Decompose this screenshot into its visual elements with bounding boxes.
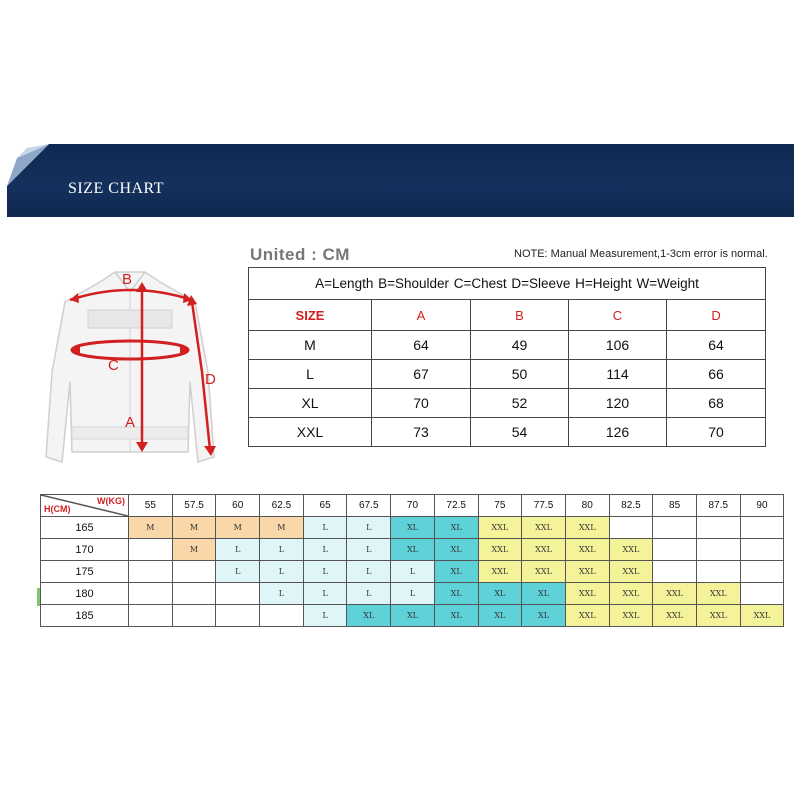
size-recommendation-cell: L (216, 539, 260, 561)
size-recommendation-cell: XL (347, 605, 391, 627)
table-row (249, 389, 766, 418)
height-row (41, 605, 784, 627)
size-recommendation-cell: L (347, 517, 391, 539)
height-row (41, 539, 784, 561)
size-recommendation-cell: XL (434, 539, 478, 561)
size-recommendation-cell: XL (434, 605, 478, 627)
height-label-cell: 170 (41, 539, 129, 561)
size-recommendation-cell (216, 583, 260, 605)
size-recommendation-cell: M (216, 517, 260, 539)
size-recommendation-cell (129, 583, 173, 605)
height-label-cell: 165 (41, 517, 129, 539)
size-recommendation-cell: L (303, 517, 347, 539)
value-cell: 126 (569, 418, 667, 447)
legend-text: A=Length B=Shoulder C=Chest D=Sleeve H=Height W=Weight (249, 268, 766, 300)
value-cell: 73 (372, 418, 471, 447)
size-recommendation-cell: L (260, 583, 304, 605)
value-cell: 106 (569, 331, 667, 360)
weight-header-cell: 75 (478, 495, 522, 517)
size-recommendation-cell: L (260, 539, 304, 561)
size-recommendation-cell: XXL (522, 517, 566, 539)
value-cell: 64 (372, 331, 471, 360)
size-recommendation-cell: XL (391, 539, 435, 561)
value-cell: 54 (471, 418, 569, 447)
weight-header-cell: 67.5 (347, 495, 391, 517)
value-cell: 70 (667, 418, 766, 447)
weight-header-cell: 62.5 (260, 495, 304, 517)
size-recommendation-cell: XXL (478, 517, 522, 539)
size-recommendation-cell: L (303, 583, 347, 605)
size-recommendation-cell: XL (478, 583, 522, 605)
size-recommendation-cell: L (391, 583, 435, 605)
label-b: B (122, 271, 133, 288)
size-recommendation-cell: XXL (522, 561, 566, 583)
header-a: A (372, 300, 471, 331)
size-recommendation-cell: L (216, 561, 260, 583)
size-recommendation-cell: XXL (478, 561, 522, 583)
size-recommendation-cell: XL (391, 517, 435, 539)
label-d: D (205, 371, 216, 388)
weight-header-cell: 87.5 (696, 495, 740, 517)
height-row (41, 561, 784, 583)
header-d: D (667, 300, 766, 331)
weight-header-cell: 55 (129, 495, 173, 517)
size-recommendation-cell: L (347, 583, 391, 605)
size-recommendation-cell: XXL (653, 605, 697, 627)
jacket-measurement-diagram (30, 262, 230, 472)
unit-label: United : CM (250, 245, 350, 264)
size-recommendation-cell: XL (434, 517, 478, 539)
value-cell: 64 (667, 331, 766, 360)
size-recommendation-cell (740, 561, 784, 583)
header-size: SIZE (249, 300, 372, 331)
weight-header-cell: 70 (391, 495, 435, 517)
height-label-cell: 185 (41, 605, 129, 627)
size-recommendation-cell: XXL (609, 539, 653, 561)
size-recommendation-cell: L (303, 605, 347, 627)
weight-header-cell: 57.5 (172, 495, 216, 517)
size-recommendation-cell: XL (434, 583, 478, 605)
size-recommendation-cell: L (347, 561, 391, 583)
size-recommendation-cell: XXL (609, 561, 653, 583)
value-cell: 70 (372, 389, 471, 418)
banner-title: SIZE CHART (68, 180, 165, 197)
size-measurement-table (248, 267, 766, 447)
size-recommendation-cell: XL (391, 605, 435, 627)
height-weight-grid (40, 494, 784, 627)
size-recommendation-cell: L (260, 561, 304, 583)
header-c: C (569, 300, 667, 331)
weight-header-cell: 72.5 (434, 495, 478, 517)
size-recommendation-cell: L (303, 539, 347, 561)
weight-header-row (41, 495, 784, 517)
size-cell: XL (249, 389, 372, 418)
weight-header-cell: 65 (303, 495, 347, 517)
banner-page-fold-icon (7, 144, 49, 186)
header-row (249, 300, 766, 331)
size-recommendation-cell: XXL (522, 539, 566, 561)
size-recommendation-cell (653, 539, 697, 561)
weight-header-cell: 77.5 (522, 495, 566, 517)
size-recommendation-cell (653, 517, 697, 539)
size-recommendation-cell: XXL (653, 583, 697, 605)
size-recommendation-cell: M (172, 517, 216, 539)
value-cell: 52 (471, 389, 569, 418)
size-recommendation-cell (740, 517, 784, 539)
size-recommendation-cell: XXL (565, 583, 609, 605)
table-row (249, 360, 766, 389)
value-cell: 120 (569, 389, 667, 418)
size-recommendation-cell: L (303, 561, 347, 583)
size-recommendation-cell: XXL (565, 517, 609, 539)
size-recommendation-cell: XXL (609, 583, 653, 605)
size-recommendation-cell (129, 539, 173, 561)
size-recommendation-cell (609, 517, 653, 539)
size-recommendation-cell (172, 605, 216, 627)
legend-row (249, 268, 766, 300)
size-recommendation-cell: XXL (565, 605, 609, 627)
size-cell: L (249, 360, 372, 389)
size-recommendation-cell (740, 583, 784, 605)
height-label-cell: 175 (41, 561, 129, 583)
size-cell: XXL (249, 418, 372, 447)
table-row (249, 331, 766, 360)
weight-header-cell: 80 (565, 495, 609, 517)
header-b: B (471, 300, 569, 331)
size-recommendation-cell: XXL (565, 539, 609, 561)
weight-header-cell: 90 (740, 495, 784, 517)
value-cell: 49 (471, 331, 569, 360)
size-recommendation-cell: L (347, 539, 391, 561)
size-recommendation-cell: XL (522, 583, 566, 605)
size-recommendation-cell (260, 605, 304, 627)
corner-diagonal (41, 495, 128, 516)
value-cell: 114 (569, 360, 667, 389)
height-axis-label: H(CM) (44, 504, 71, 514)
size-recommendation-cell: XXL (609, 605, 653, 627)
size-recommendation-cell (696, 517, 740, 539)
size-recommendation-cell: XXL (565, 561, 609, 583)
weight-header-cell: 85 (653, 495, 697, 517)
measurement-note: NOTE: Manual Measurement,1-3cm error is normal. (514, 248, 768, 260)
size-recommendation-cell: XL (434, 561, 478, 583)
value-cell: 67 (372, 360, 471, 389)
size-recommendation-cell: M (172, 539, 216, 561)
size-recommendation-cell (696, 539, 740, 561)
label-c: C (108, 357, 119, 374)
table-row (249, 418, 766, 447)
size-cell: M (249, 331, 372, 360)
size-recommendation-cell (172, 583, 216, 605)
size-recommendation-cell: M (260, 517, 304, 539)
height-label-cell: 180 (41, 583, 129, 605)
weight-header-cell: 60 (216, 495, 260, 517)
size-recommendation-cell (740, 539, 784, 561)
size-recommendation-cell (653, 561, 697, 583)
weight-axis-label: W(KG) (97, 496, 125, 506)
size-recommendation-cell (696, 561, 740, 583)
value-cell: 68 (667, 389, 766, 418)
weight-header-cell: 82.5 (609, 495, 653, 517)
value-cell: 66 (667, 360, 766, 389)
size-recommendation-cell: XXL (696, 583, 740, 605)
size-recommendation-cell (129, 561, 173, 583)
height-row (41, 517, 784, 539)
height-row (41, 583, 784, 605)
grid-corner (41, 495, 129, 517)
size-recommendation-cell: XXL (696, 605, 740, 627)
size-recommendation-cell: XL (478, 605, 522, 627)
size-recommendation-cell: M (129, 517, 173, 539)
size-recommendation-cell: XL (522, 605, 566, 627)
value-cell: 50 (471, 360, 569, 389)
size-recommendation-cell: L (391, 561, 435, 583)
label-a: A (125, 414, 136, 431)
size-recommendation-cell: XXL (740, 605, 784, 627)
size-recommendation-cell (216, 605, 260, 627)
size-recommendation-cell: XXL (478, 539, 522, 561)
size-recommendation-cell (172, 561, 216, 583)
size-recommendation-cell (129, 605, 173, 627)
